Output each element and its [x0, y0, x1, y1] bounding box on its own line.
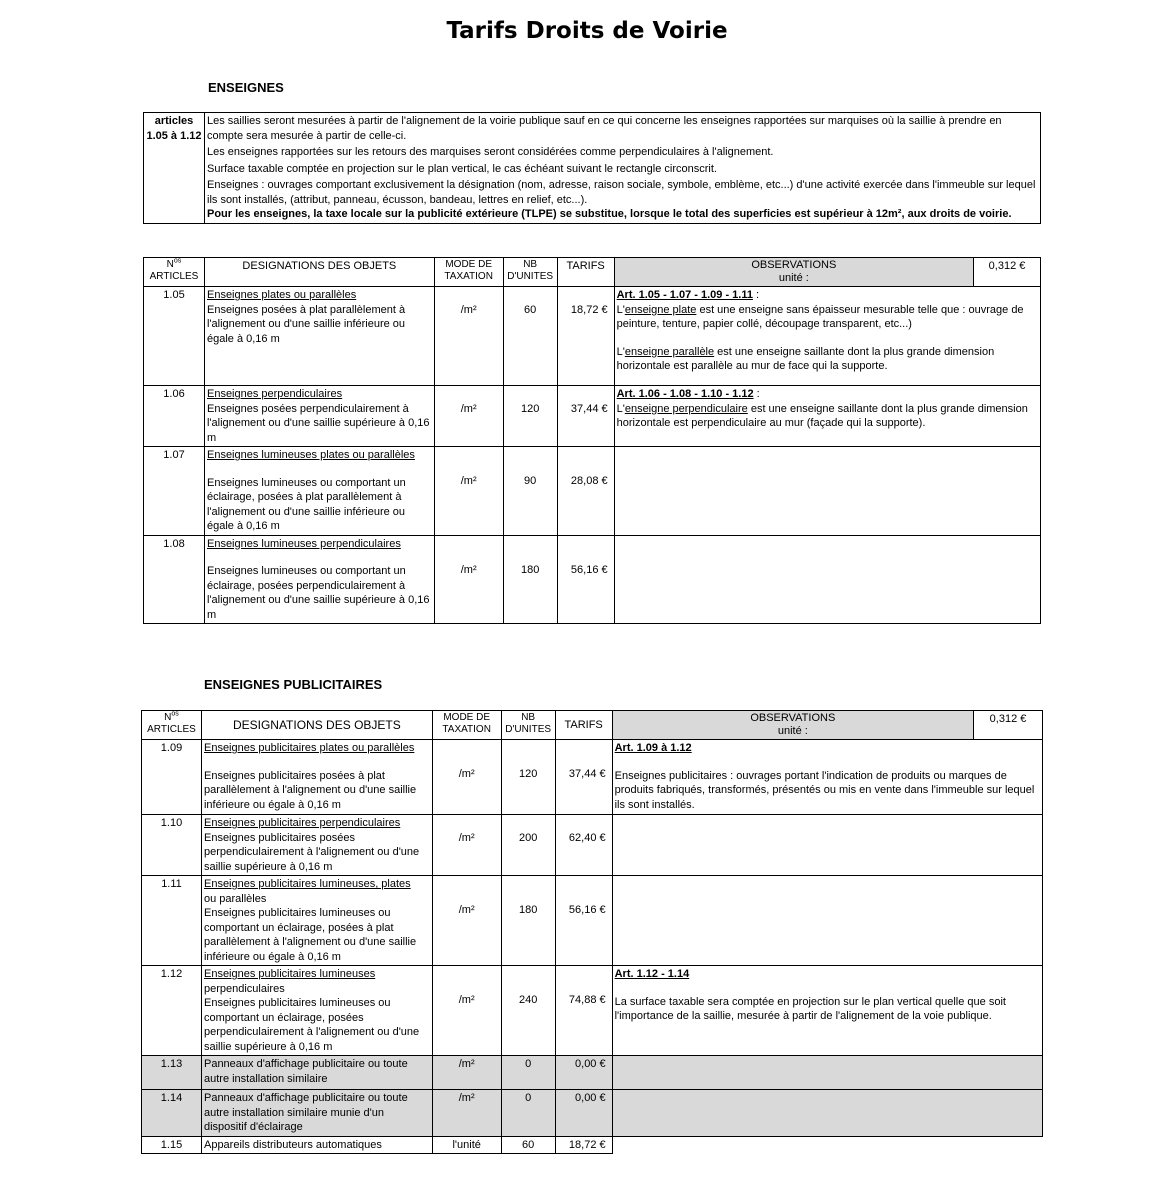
row-nb: 60	[503, 287, 557, 386]
intro-bold-line: Pour les enseignes, la taxe locale sur la publicité extérieure (TLPE) se substitue, lorsque le total des superficies est supérieur à 12m², aux droits de voirie.	[207, 208, 1012, 220]
header-designations: DESIGNATIONS DES OBJETS	[204, 258, 434, 287]
row-mode: /m²	[432, 815, 501, 876]
row-mode: /m²	[432, 876, 501, 966]
table-row	[144, 535, 1041, 624]
intro-line: Enseignes : ouvrages comportant exclusivement la désignation (nom, adresse, raison sociale, symbole, emblème, etc...) d'une activité exercée dans l'immeuble sur lequel ils sont installés, (attribut, panneau, écusson, bandeau, lettres en relief, etc...).	[207, 179, 1036, 206]
table-row	[142, 966, 1043, 1056]
row-number: 1.15	[142, 1136, 202, 1154]
row-tarif: 56,16 €	[555, 876, 612, 966]
row-nb: 180	[503, 535, 557, 624]
table-row	[142, 1056, 1043, 1090]
table-header	[144, 258, 1041, 287]
row-observations	[614, 447, 1040, 536]
row-mode: /m²	[434, 386, 503, 447]
section-heading-enseignes: ENSEIGNES	[208, 80, 284, 95]
header-designations: DESIGNATIONS DES OBJETS	[201, 711, 432, 740]
enseignes-table	[143, 257, 1041, 624]
table-row	[142, 1136, 1043, 1154]
row-number: 1.10	[142, 815, 202, 876]
header-observations: OBSERVATIONS unité :	[612, 711, 973, 740]
header-nb: NB D'UNITES	[501, 711, 555, 740]
row-mode: /m²	[432, 966, 501, 1056]
table-row	[144, 386, 1041, 447]
row-tarif: 18,72 €	[557, 287, 614, 386]
row-observations: Art. 1.05 - 1.07 - 1.09 - 1.11 : L'enseigne plate est une enseigne sans épaisseur mesurable telle que : ouvrage de peinture, tenture, papier collé, découpage transparent, etc...) L'enseigne parallèle est une enseigne saillante dont la plus grande dimension horizontale est parallèle au mur de face qui la supporte.	[614, 287, 1040, 386]
row-nb: 120	[503, 386, 557, 447]
row-nb: 200	[501, 815, 555, 876]
row-number: 1.05	[144, 287, 205, 386]
row-mode: /m²	[434, 535, 503, 624]
row-nb: 90	[503, 447, 557, 536]
row-tarif: 62,40 €	[555, 815, 612, 876]
row-designation: Panneaux d'affichage publicitaire ou toute autre installation similaire munie d'un dispositif d'éclairage	[201, 1090, 432, 1137]
row-number: 1.06	[144, 386, 205, 447]
header-observations: OBSERVATIONS unité :	[614, 258, 973, 287]
row-designation: Enseignes publicitaires lumineuses, plates ou parallèles Enseignes publicitaires lumineuses ou comportant un éclairage, posées à plat parallèlement à l'alignement ou d'une saillie inférieure ou égale à 0,16 m	[201, 876, 432, 966]
intro-table	[143, 112, 1041, 224]
row-number: 1.09	[142, 740, 202, 815]
row-nb: 60	[501, 1136, 555, 1154]
page-title: Tarifs Droits de Voirie	[446, 18, 728, 44]
row-mode: /m²	[432, 1090, 501, 1137]
row-observations	[612, 1136, 1042, 1154]
row-observations	[612, 876, 1042, 966]
header-articles: $N^{os}$ ARTICLES	[144, 258, 205, 287]
intro-label: articles 1.05 à 1.12	[144, 113, 205, 224]
row-designation: Appareils distributeurs automatiques	[201, 1136, 432, 1154]
intro-text	[205, 113, 1041, 224]
row-number: 1.11	[142, 876, 202, 966]
row-number: 1.13	[142, 1056, 202, 1090]
row-observations	[612, 1090, 1042, 1137]
header-articles: $N^{os}$ ARTICLES	[142, 711, 202, 740]
publicitaires-table	[141, 710, 1043, 1154]
row-mode: l'unité	[432, 1136, 501, 1154]
row-nb: 0	[501, 1090, 555, 1137]
row-designation: Enseignes plates ou parallèles Enseignes posées à plat parallèlement à l'alignement ou d'une saillie inférieure ou égale à 0,16 m	[204, 287, 434, 386]
row-tarif: 18,72 €	[555, 1136, 612, 1154]
intro-line: Surface taxable comptée en projection sur le plan vertical, le cas échéant suivant le rectangle circonscrit.	[207, 162, 717, 175]
intro-line: Les saillies seront mesurées à partir de l'alignement de la voirie publique sauf en ce qui concerne les enseignes rapportées sur marquises où la saillie à prendre en compte sera mesurée à partir de celle-ci.	[207, 115, 1002, 142]
row-nb: 120	[501, 740, 555, 815]
table-row	[142, 1090, 1043, 1137]
row-designation: Enseignes lumineuses plates ou parallèles Enseignes lumineuses ou comportant un éclairage, posées à plat parallèlement à l'alignement ou d'une saillie inférieure ou égale à 0,16 m	[204, 447, 434, 536]
header-tarifs: TARIFS	[557, 258, 614, 287]
row-observations	[614, 535, 1040, 624]
row-tarif: 0,00 €	[555, 1090, 612, 1137]
row-observations: Art. 1.06 - 1.08 - 1.10 - 1.12 : L'enseigne perpendiculaire est une enseigne saillante dont la plus grande dimension horizontale est perpendiculaire au mur (façade qui la supporte).	[614, 386, 1040, 447]
row-observations: Art. 1.09 à 1.12 Enseignes publicitaires : ouvrages portant l'indication de produits ou marques de produits fabriqués, transformés, présentés ou mis en vente dans l'immeuble sur lequel ils sont installés.	[612, 740, 1042, 815]
row-number: 1.12	[142, 966, 202, 1056]
row-designation: Enseignes perpendiculaires Enseignes posées perpendiculairement à l'alignement ou d'une saillie supérieure à 0,16 m	[204, 386, 434, 447]
row-mode: /m²	[434, 287, 503, 386]
row-designation: Panneaux d'affichage publicitaire ou toute autre installation similaire	[201, 1056, 432, 1090]
row-nb: 240	[501, 966, 555, 1056]
row-mode: /m²	[434, 447, 503, 536]
row-tarif: 37,44 €	[557, 386, 614, 447]
table-row	[144, 447, 1041, 536]
header-unite-value: 0,312 €	[974, 711, 1043, 740]
row-observations	[612, 1056, 1042, 1090]
row-tarif: 56,16 €	[557, 535, 614, 624]
row-designation: Enseignes publicitaires plates ou parallèles Enseignes publicitaires posées à plat parallèlement à l'alignement ou d'une saillie inférieure ou égale à 0,16 m	[201, 740, 432, 815]
row-observations	[612, 815, 1042, 876]
table-row	[142, 740, 1043, 815]
row-nb: 180	[501, 876, 555, 966]
header-mode: MODE DE TAXATION	[434, 258, 503, 287]
header-mode: MODE DE TAXATION	[432, 711, 501, 740]
row-designation: Enseignes publicitaires perpendiculaires Enseignes publicitaires posées perpendiculairement à l'alignement ou d'une saillie supérieure à 0,16 m	[201, 815, 432, 876]
header-nb: NB D'UNITES	[503, 258, 557, 287]
intro-line: Les enseignes rapportées sur les retours des marquises seront considérées comme perpendiculaires à l'alignement.	[207, 146, 774, 158]
row-designation: Enseignes lumineuses perpendiculaires Enseignes lumineuses ou comportant un éclairage, posées perpendiculairement à l'alignement ou d'une saillie supérieure à 0,16 m	[204, 535, 434, 624]
table-row	[142, 815, 1043, 876]
row-tarif: 28,08 €	[557, 447, 614, 536]
row-observations: Art. 1.12 - 1.14 La surface taxable sera comptée en projection sur le plan vertical quelle que soit l'importance de la saillie, mesurée à partir de l'alignement de la voie publique.	[612, 966, 1042, 1056]
row-tarif: 74,88 €	[555, 966, 612, 1056]
table-header	[142, 711, 1043, 740]
row-tarif: 37,44 €	[555, 740, 612, 815]
row-mode: /m²	[432, 1056, 501, 1090]
table-row	[144, 287, 1041, 386]
table-row	[142, 876, 1043, 966]
row-number: 1.14	[142, 1090, 202, 1137]
section-heading-publicitaires: ENSEIGNES PUBLICITAIRES	[204, 677, 383, 692]
row-mode: /m²	[432, 740, 501, 815]
row-number: 1.07	[144, 447, 205, 536]
header-unite-value: 0,312 €	[974, 258, 1041, 287]
row-tarif: 0,00 €	[555, 1056, 612, 1090]
row-nb: 0	[501, 1056, 555, 1090]
row-designation: Enseignes publicitaires lumineuses perpendiculaires Enseignes publicitaires lumineuses ou comportant un éclairage, posées perpendiculairement à l'alignement ou d'une saillie supérieure à 0,16 m	[201, 966, 432, 1056]
header-tarifs: TARIFS	[555, 711, 612, 740]
row-number: 1.08	[144, 535, 205, 624]
